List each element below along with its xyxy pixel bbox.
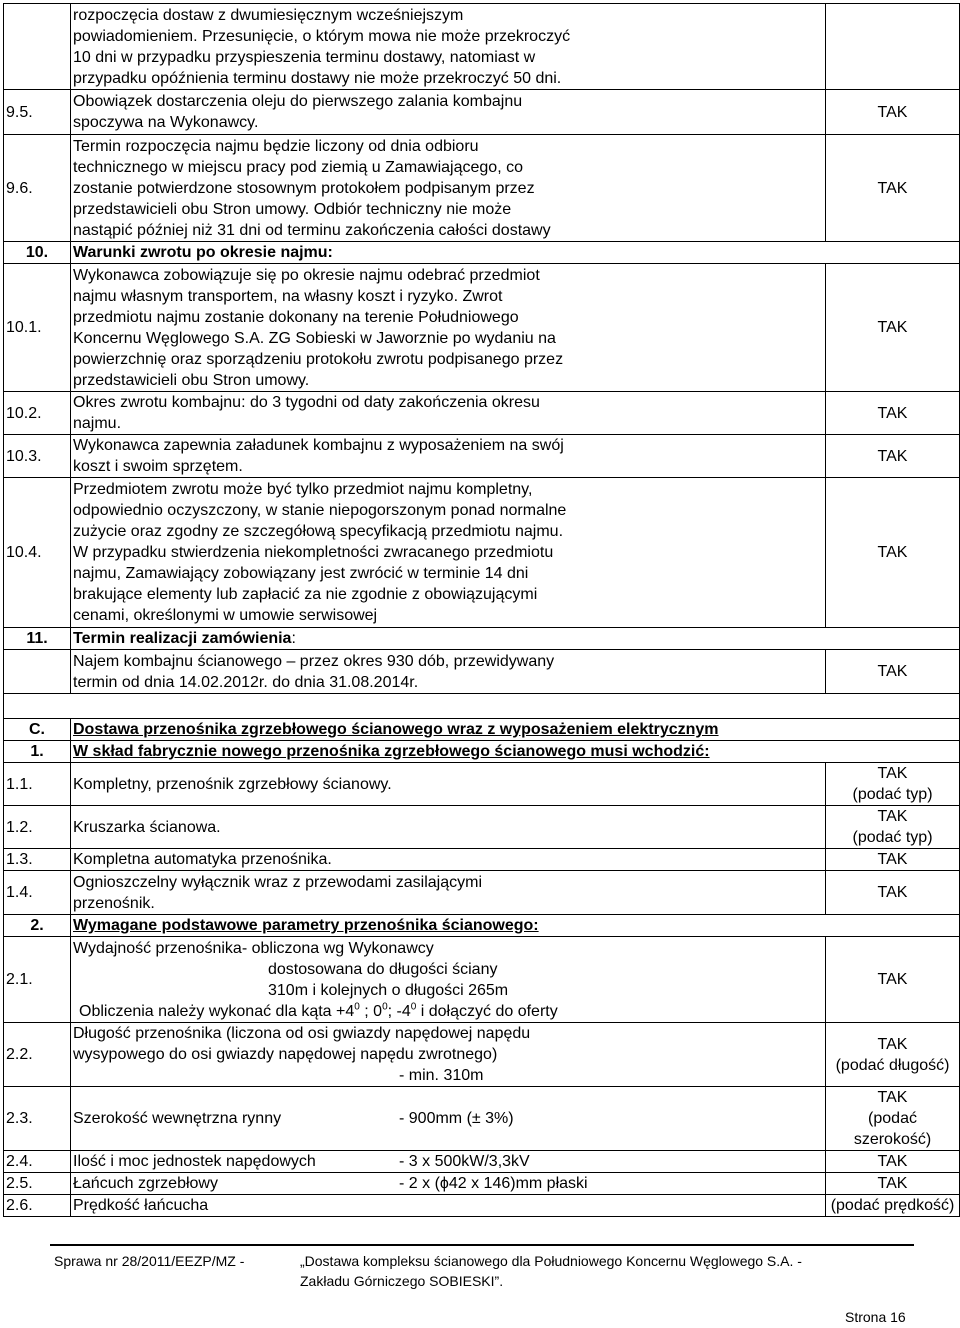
table-row: [4, 806, 960, 849]
table-row: [4, 1173, 960, 1195]
row-text: Wykonawca zapewnia załadunek kombajnu z wyposażeniem na swój koszt i swoim sprzętem.: [71, 435, 826, 478]
degree-sup: 0: [382, 1001, 388, 1013]
row-number: 2.4.: [4, 1151, 71, 1173]
param-value: - 2 x (ϕ42 x 146)mm płaski: [399, 1175, 588, 1192]
footer-case-number: Sprawa nr 28/2011/EEZP/MZ -: [54, 1253, 245, 1269]
row-number: 2.1.: [4, 937, 71, 1023]
spacer-cell: [4, 694, 960, 719]
row-answer: [826, 4, 960, 90]
section-number: 2.: [4, 915, 71, 937]
degree-sup: 0: [354, 1001, 360, 1013]
row-text: Przedmiotem zwrotu może być tylko przedmiot najmu kompletny, odpowiednio oczyszczony, w stanie niepogorszonym ponad normalne zużycie oraz zgodny ze szczegółową specyfikacją przedmiotu najmu. W przypadku stwierdzenia niekompletności zwracanego przedmiotu najmu, Zamawiający zobowiązany jest zwrócić w terminie 14 dni brakujące elementy lub zapłacić za nie zgodnie z obowiązującymi cenami, określonymi w umowie serwisowej: [71, 478, 826, 628]
row-answer: TAK: [826, 650, 960, 694]
section-number: C.: [4, 719, 71, 741]
section-title: [71, 628, 960, 650]
table-row: [4, 849, 960, 871]
section-title: Warunki zwrotu po okresie najmu:: [71, 242, 960, 264]
table-row: [4, 871, 960, 915]
section-heading-row: [4, 719, 960, 741]
row-text: Kruszarka ścianowa.: [71, 806, 826, 849]
table-row: [4, 1151, 960, 1173]
row-number: 1.2.: [4, 806, 71, 849]
row-number: 1.3.: [4, 849, 71, 871]
row-text: Kompletny, przenośnik zgrzebłowy ścianowy.: [71, 763, 826, 806]
param-text: Długość przenośnika (liczona od osi gwiazdy napędowej napędu wysypowego do osi gwiazdy napędowej napędu zwrotnego): [73, 1025, 531, 1063]
table-row: [4, 1087, 960, 1151]
table-row: [4, 4, 960, 90]
row-number: [4, 4, 71, 90]
section-heading-row: [4, 628, 960, 650]
row-number: 9.6.: [4, 135, 71, 242]
row-number: 10.3.: [4, 435, 71, 478]
footer-divider: [50, 1244, 914, 1246]
section-heading-row: [4, 741, 960, 763]
param-name: Szerokość wewnętrzna rynny: [73, 1110, 282, 1127]
row-answer: TAK (podać typ): [826, 763, 960, 806]
row-text: [71, 1195, 826, 1217]
row-answer: TAK: [826, 135, 960, 242]
row-answer: TAK (podać typ): [826, 806, 960, 849]
table-row: [4, 1195, 960, 1217]
row-number: 2.2.: [4, 1023, 71, 1087]
row-text: [71, 937, 826, 1023]
row-text: [71, 1087, 826, 1151]
row-number: 9.5.: [4, 90, 71, 135]
row-answer: TAK (podać długość): [826, 1023, 960, 1087]
table-row: [4, 937, 960, 1023]
row-number: 10.4.: [4, 478, 71, 628]
row-answer: TAK: [826, 435, 960, 478]
page-number: Strona 16: [845, 1309, 906, 1325]
row-text: [71, 1173, 826, 1195]
row-answer: TAK: [826, 90, 960, 135]
row-answer: TAK: [826, 937, 960, 1023]
row-text: Wykonawca zobowiązuje się po okresie najmu odebrać przedmiot najmu własnym transportem, na własny koszt i ryzyko. Zwrot przedmiotu najmu zostanie dokonany na terenie Południowego Koncernu Węglowego S.A. ZG Sobieski w Jaworznie po wydaniu na powierzchnię oraz sporządzeniu protokołu zwrotu podpisanego przez przedstawicieli obu Stron umowy.: [71, 264, 826, 392]
row-text: Okres zwrotu kombajnu: do 3 tygodni od daty zakończenia okresu najmu.: [71, 392, 826, 435]
param-value: - 3 x 500kW/3,3kV: [399, 1153, 530, 1170]
section-title: Dostawa przenośnika zgrzebłowego ścianowego wraz z wyposażeniem elektrycznym: [71, 719, 960, 741]
param-line: Wydajność przenośnika- obliczona wg Wykonawcy: [73, 939, 434, 957]
angle-text: i dołączyć do oferty: [416, 1002, 558, 1020]
angle-text: ; 0: [359, 1002, 383, 1020]
row-text: Kompletna automatyka przenośnika.: [71, 849, 826, 871]
table-row: [4, 135, 960, 242]
param-line: 310m i kolejnych o długości 265m: [268, 981, 509, 999]
row-text: Ognioszczelny wyłącznik wraz z przewodami zasilającymi przenośnik.: [71, 871, 826, 915]
param-line: [73, 1001, 823, 1022]
section-heading-row: [4, 915, 960, 937]
spacer-row: [4, 694, 960, 719]
param-line: dostosowana do długości ściany: [268, 960, 498, 978]
param-value: - min. 310m: [399, 1067, 484, 1084]
row-answer: TAK: [826, 264, 960, 392]
footer-title: „Dostawa kompleksu ścianowego dla Południowego Koncernu Węglowego S.A. - Zakładu Górniczego SOBIESKI”.: [300, 1253, 802, 1289]
row-text: Obowiązek dostarczenia oleju do pierwszego zalania kombajnu spoczywa na Wykonawcy.: [71, 90, 826, 135]
row-answer: TAK: [826, 392, 960, 435]
empty-cell: [4, 650, 71, 694]
section-number: 11.: [4, 628, 71, 650]
degree-sup: 0: [410, 1001, 417, 1013]
table-row: [4, 650, 960, 694]
table-row: [4, 392, 960, 435]
angle-text: ; -4: [387, 1002, 411, 1020]
row-text: Najem kombajnu ścianowego – przez okres 930 dób, przewidywany termin od dnia 14.02.2012r. do dnia 31.08.2014r.: [71, 650, 826, 694]
section-number: 10.: [4, 242, 71, 264]
table-row: [4, 90, 960, 135]
param-name: Łańcuch zgrzebłowy: [73, 1175, 218, 1192]
row-text: Termin rozpoczęcia najmu będzie liczony od dnia odbioru technicznego w miejscu pracy pod ziemią u Zamawiającego, co zostanie potwierdzone stosownym protokołem podpisanym przez przedstawicieli obu Stron umowy. Odbiór techniczny nie może nastąpić później niż 31 dni od terminu zakończenia całości dostawy: [71, 135, 826, 242]
row-number: 2.6.: [4, 1195, 71, 1217]
param-name: Prędkość łańcucha: [73, 1197, 209, 1214]
row-number: 2.5.: [4, 1173, 71, 1195]
table-row: [4, 763, 960, 806]
param-name: Ilość i moc jednostek napędowych: [73, 1153, 316, 1170]
row-answer: TAK (podać szerokość): [826, 1087, 960, 1151]
section-title-colon: :: [291, 630, 296, 647]
row-number: 2.3.: [4, 1087, 71, 1151]
angle-text: Obliczenia należy wykonać dla kąta +4: [79, 1002, 355, 1020]
row-number: 1.1.: [4, 763, 71, 806]
section-title: Wymagane podstawowe parametry przenośnika ścianowego:: [71, 915, 960, 937]
table-row: [4, 435, 960, 478]
row-text: rozpoczęcia dostaw z dwumiesięcznym wcześniejszym powiadomieniem. Przesunięcie, o którym mowa nie może przekroczyć 10 dni w przypadku przyspieszenia terminu dostawy, natomiast w przypadku opóźnienia terminu dostawy nie może przekroczyć 50 dni.: [71, 4, 826, 90]
row-text: [71, 1023, 826, 1087]
row-number: 10.1.: [4, 264, 71, 392]
table-row: [4, 1023, 960, 1087]
row-number: 1.4.: [4, 871, 71, 915]
row-answer: TAK: [826, 1173, 960, 1195]
table-row: [4, 264, 960, 392]
row-answer: TAK: [826, 849, 960, 871]
row-answer: TAK: [826, 478, 960, 628]
row-text: [71, 1151, 826, 1173]
section-number: 1.: [4, 741, 71, 763]
row-answer: TAK: [826, 871, 960, 915]
param-value: - 900mm (± 3%): [399, 1110, 514, 1127]
table-row: [4, 478, 960, 628]
row-answer: TAK: [826, 1151, 960, 1173]
row-answer: (podać prędkość): [826, 1195, 960, 1217]
section-title-text: Termin realizacji zamówienia: [73, 630, 292, 647]
row-number: 10.2.: [4, 392, 71, 435]
requirements-table: [3, 3, 960, 1217]
section-title: W skład fabrycznie nowego przenośnika zgrzebłowego ścianowego musi wchodzić:: [71, 741, 960, 763]
section-heading-row: [4, 242, 960, 264]
